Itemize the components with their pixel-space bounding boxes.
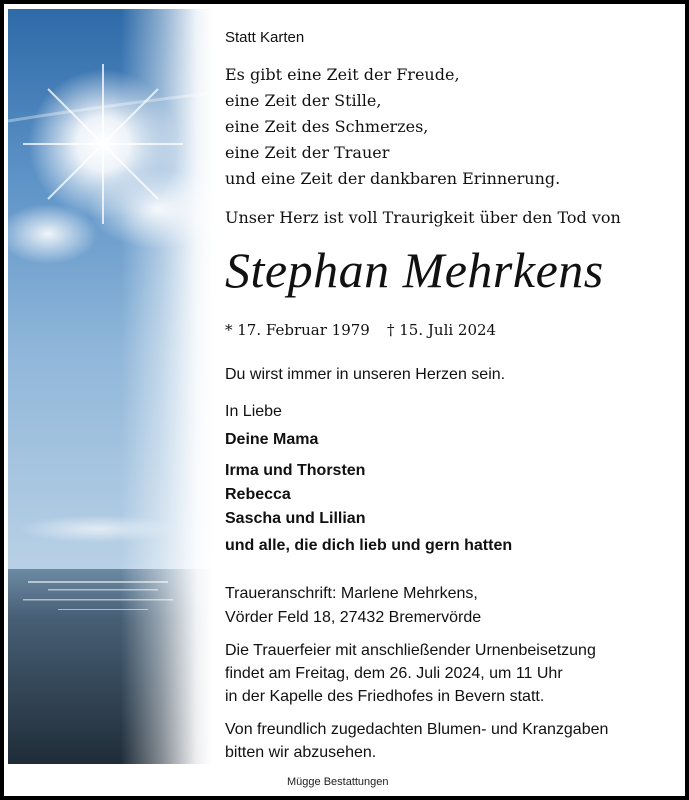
farewell-text: Du wirst immer in unseren Herzen sein. xyxy=(225,366,506,383)
funeral-home-credit: Mügge Bestattungen xyxy=(287,776,389,788)
poem-line: eine Zeit des Schmerzes, xyxy=(225,117,429,136)
intro-text: Unser Herz ist voll Traurigkeit über den Tod von xyxy=(225,208,621,227)
poem-line: eine Zeit der Trauer xyxy=(225,143,390,162)
poem-line: Es gibt eine Zeit der Freude, xyxy=(225,65,460,84)
poem-line: eine Zeit der Stille, xyxy=(225,91,382,110)
mourner-name: Irma und Thorsten xyxy=(225,462,366,479)
address-line: Vörder Feld 18, 27432 Bremervörde xyxy=(225,609,482,626)
address-line: Traueranschrift: Marlene Mehrkens, xyxy=(225,585,478,602)
poem-line: und eine Zeit der dankbaren Erinnerung. xyxy=(225,169,561,188)
mourner-name: Sascha und Lillian xyxy=(225,510,366,527)
birth-date: * 17. Februar 1979 xyxy=(225,321,370,339)
mourner-name: und alle, die dich lieb und gern hatten xyxy=(225,537,513,554)
request-line: Von freundlich zugedachten Blumen- und Kranzgaben xyxy=(225,721,609,738)
ceremony-line: findet am Freitag, dem 26. Juli 2024, um 11 Uhr xyxy=(225,665,563,682)
sun-over-sea-photo xyxy=(8,9,213,764)
signoff-text: In Liebe xyxy=(225,403,282,420)
obituary-card xyxy=(4,4,685,796)
mourner-name: Rebecca xyxy=(225,486,291,503)
death-date: † 15. Juli 2024 xyxy=(387,321,497,339)
request-line: bitten wir abzusehen. xyxy=(225,744,377,761)
deceased-name: Stephan Mehrkens xyxy=(225,242,604,298)
ceremony-line: in der Kapelle des Friedhofes in Bevern statt. xyxy=(225,688,545,705)
statt-karten-label: Statt Karten xyxy=(225,29,305,46)
mourner-name: Deine Mama xyxy=(225,431,319,448)
ceremony-line: Die Trauerfeier mit anschließender Urnenbeisetzung xyxy=(225,642,596,659)
